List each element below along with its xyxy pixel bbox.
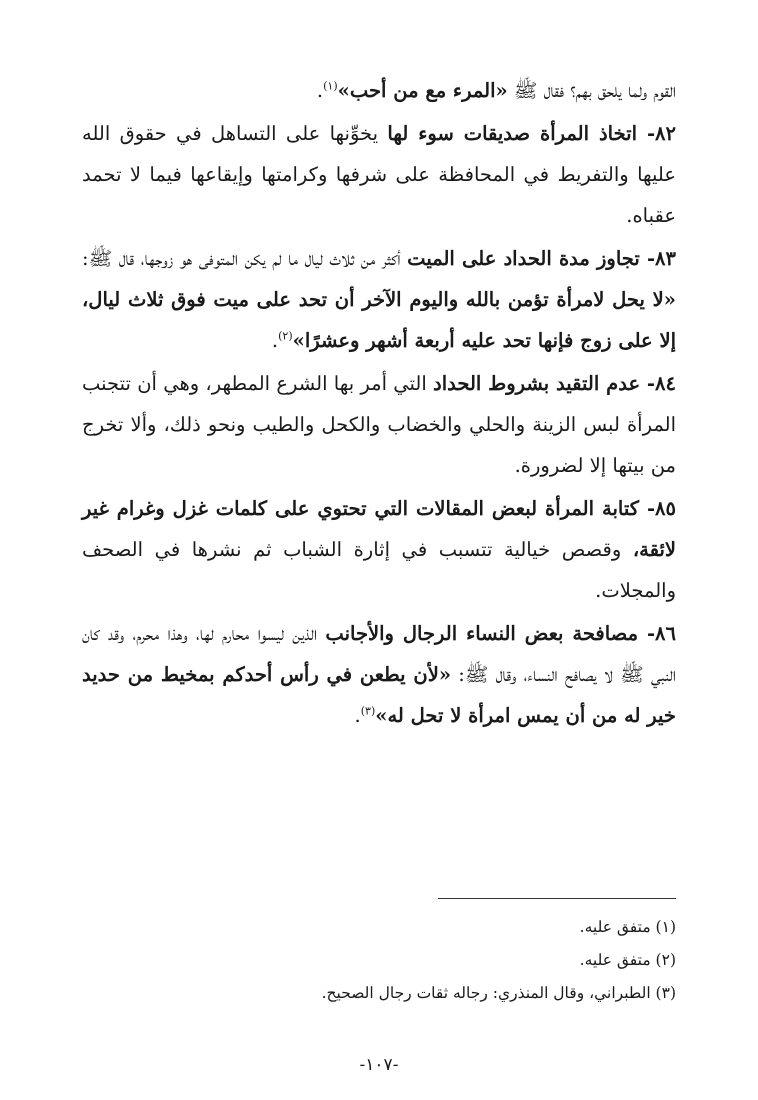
- paragraph-text: القوم ولما يلحق بهم؟ فقال ﷺ: [507, 79, 676, 102]
- paragraph-end: .: [316, 79, 324, 102]
- item-text: الذين ليسوا محارم لها، وهذا محرم، وقد كان النبي ﷺ لا يصافح النساء، وقال ﷺ:: [82, 622, 676, 686]
- footnotes: [82, 898, 676, 1010]
- footnote-divider: [438, 898, 676, 899]
- hadith-quote: «لا يحل لامرأة تؤمن بالله واليوم الآخر أن تحد على ميت فوق ثلاث ليال، إلا على زوج فإنها تحد عليه أربعة أشهر وعشرًا»: [82, 288, 676, 352]
- item-82: [82, 113, 676, 236]
- item-86: [82, 613, 676, 736]
- item-85: [82, 488, 676, 611]
- item-83: [82, 238, 676, 361]
- footnote-2: (٢) متفق عليه.: [579, 951, 676, 969]
- footnote-ref-1: (١): [323, 79, 338, 93]
- item-text: أكثر من ثلاث ليال ما لم يكن المتوفى هو زوجها، قال ﷺ:: [82, 247, 408, 270]
- footnote-ref-2: (٢): [278, 329, 293, 343]
- item-text: يخوِّنها على التساهل في حقوق الله عليها والتفريط في المحافظة على شرفها وكرامتها وإيقاعها فيما لا تحمد عقباه.: [82, 122, 676, 227]
- item-heading: ٨٣- تجاوز مدة الحداد على الميت: [407, 247, 676, 270]
- item-84: [82, 363, 676, 486]
- paragraph-end: .: [354, 704, 361, 727]
- footnote-3: (٣) الطبراني، وقال المنذري: رجاله ثقات رجال الصحيح.: [321, 984, 676, 1002]
- footnote-1: (١) متفق عليه.: [579, 918, 676, 936]
- item-heading: ٨٢- اتخاذ المرأة صديقات سوء لها: [387, 122, 676, 145]
- item-text: وقصص خيالية تتسبب في إثارة الشباب ثم نشرها في الصحف والمجلات.: [82, 538, 676, 602]
- item-heading: ٨٥- كتابة المرأة لبعض المقالات التي تحتوي على كلمات غزل وغرام غير لائقة،: [82, 497, 676, 561]
- hadith-quote: «المرء مع من أحب»: [337, 79, 508, 102]
- page-body: [82, 70, 676, 738]
- item-text: التي أمر بها الشرع المطهر، وهي أن تتجنب المرأة لبس الزينة والحلي والخضاب والكحل والطيب ونحو ذلك، وألا تخرج من بيتها إلا لضرورة.: [82, 372, 676, 477]
- paragraph-end: .: [271, 329, 279, 352]
- page-number: -١٠٧-: [359, 1055, 399, 1075]
- hadith-quote: «لأن يطعن في رأس أحدكم بمخيط من حديد خير له من أن يمس امرأة لا تحل له»: [82, 663, 676, 727]
- item-heading: ٨٤- عدم التقيد بشروط الحداد: [433, 372, 676, 395]
- footnote-ref-3: (٣): [360, 704, 376, 718]
- item-heading: ٨٦- مصافحة بعض النساء الرجال والأجانب: [325, 622, 676, 645]
- paragraph-continuation: [82, 70, 676, 111]
